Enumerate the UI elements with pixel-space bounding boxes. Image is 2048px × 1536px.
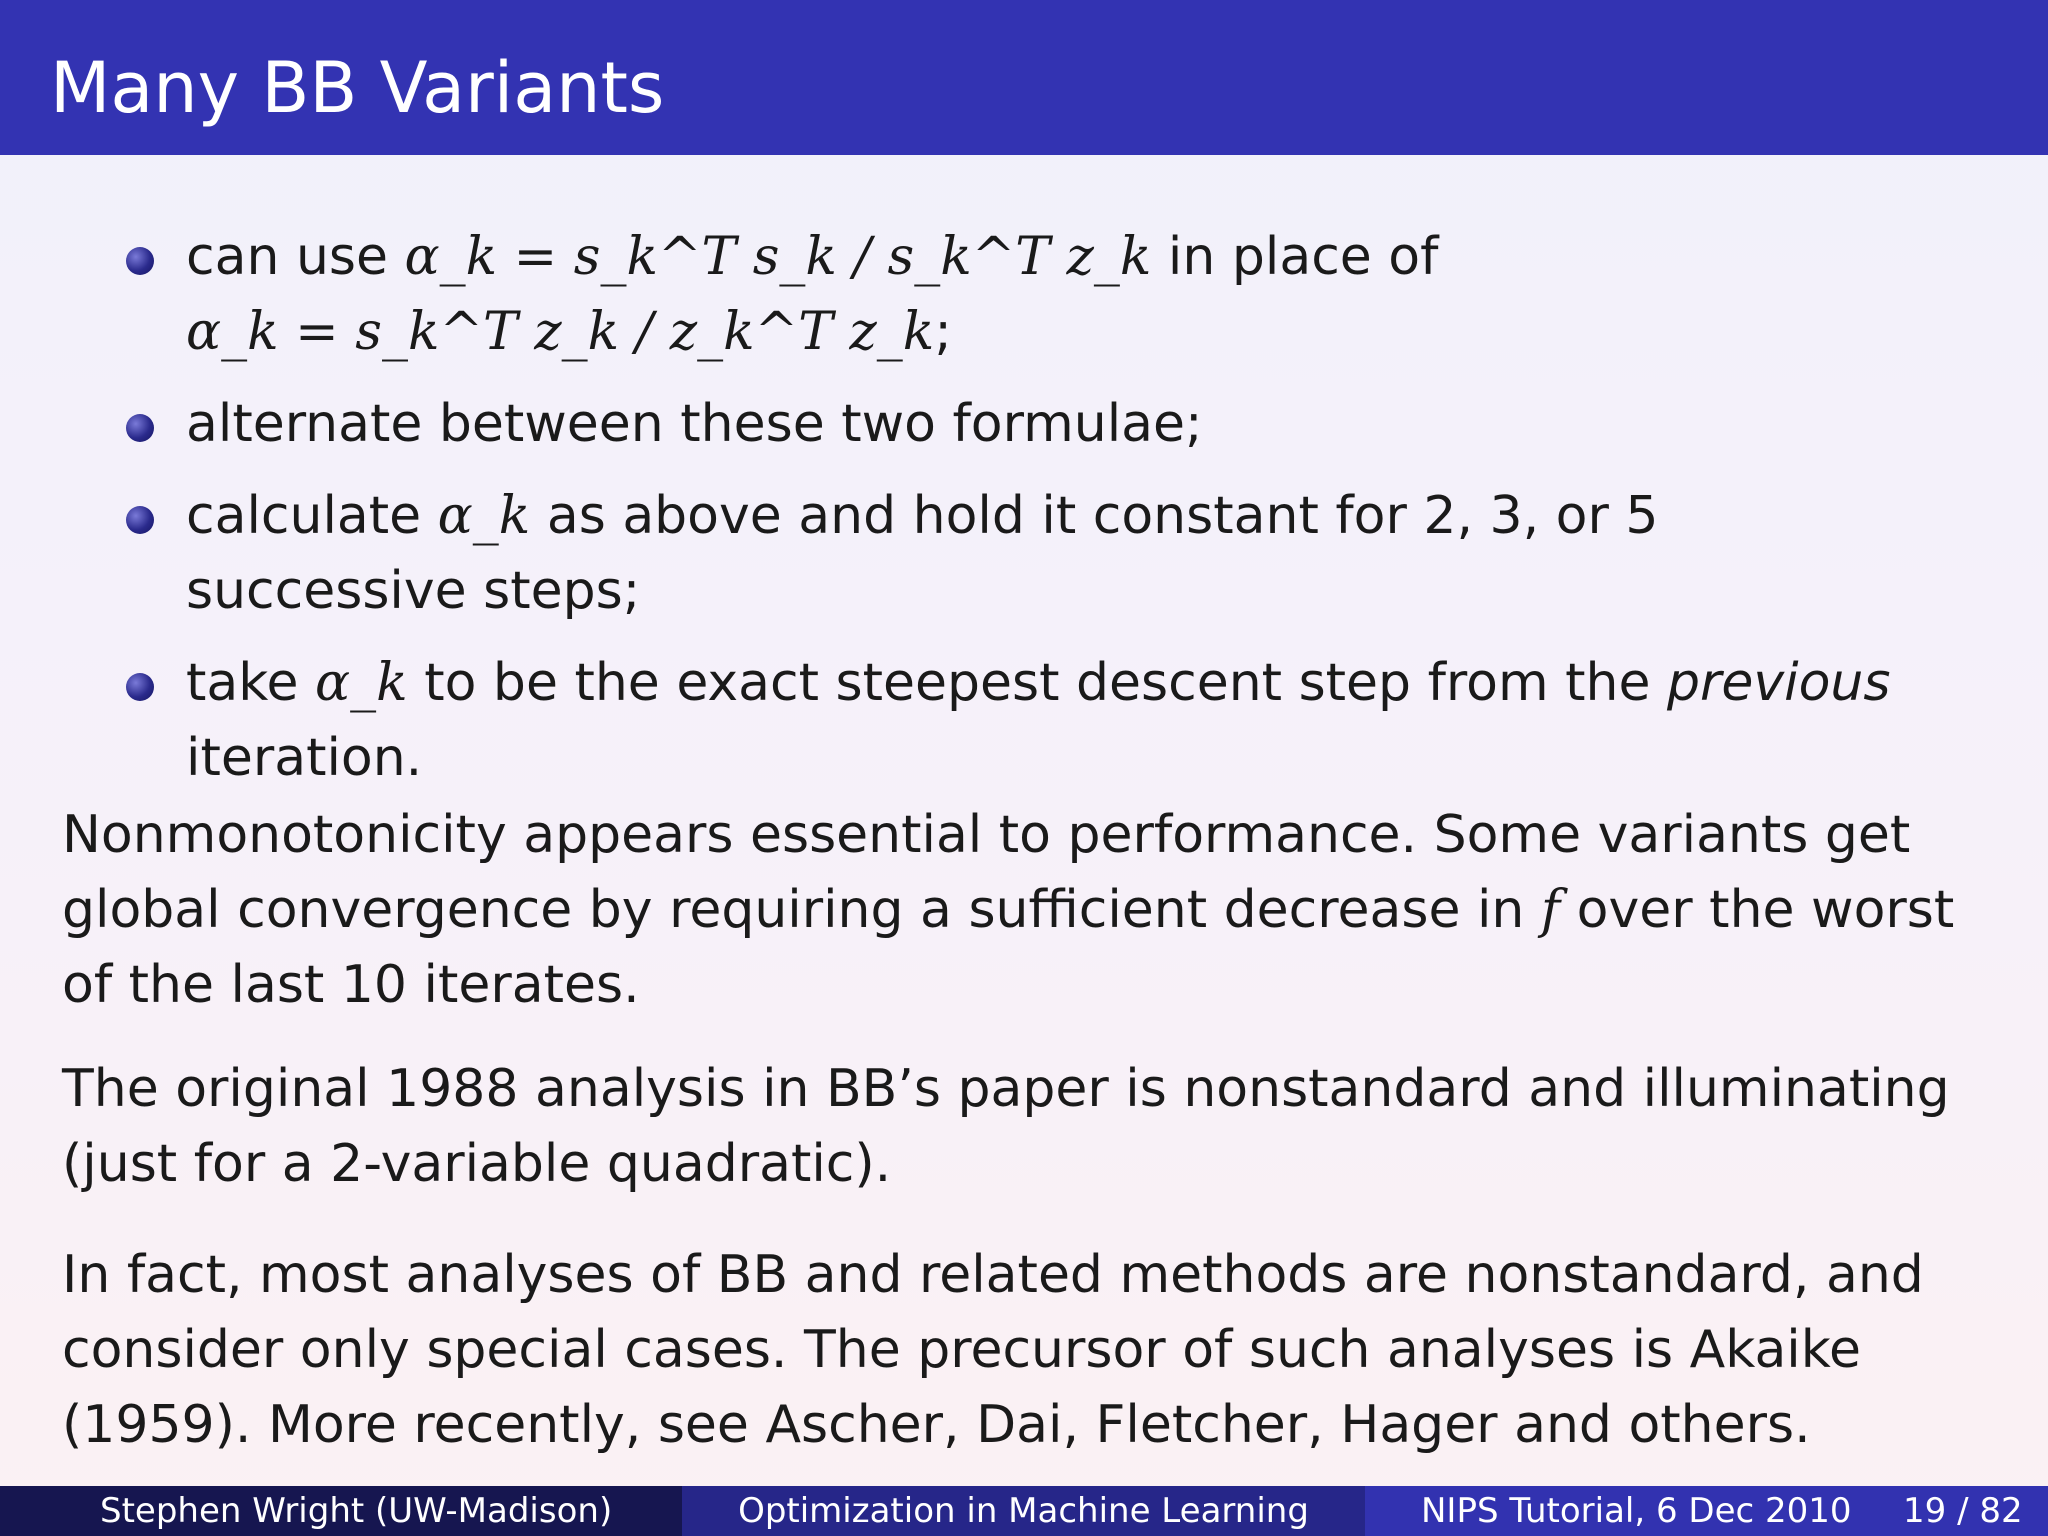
footer bbox=[0, 1486, 2048, 1536]
bullet-dot-icon bbox=[126, 673, 154, 701]
paragraph: The original 1988 analysis in BB’s paper is nonstandard and illuminating (just for a 2-variable quadratic). bbox=[62, 1059, 1950, 1194]
footer-talk-title: Optimization in Machine Learning bbox=[682, 1486, 1365, 1536]
slide-title: Many BB Variants bbox=[50, 47, 665, 129]
bullet-text: ; bbox=[934, 302, 952, 362]
bullet-item bbox=[126, 220, 1946, 370]
paragraph-text: over the worst of the last 10 iterates. bbox=[62, 880, 1955, 1015]
emphasis-text: previous bbox=[1667, 653, 1891, 713]
footer-author: Stephen Wright (UW-Madison) bbox=[0, 1486, 682, 1536]
variable-f: f bbox=[1540, 880, 1561, 940]
bullet-text: iteration. bbox=[186, 728, 423, 788]
bullet-text: to be the exact steepest descent step from the bbox=[407, 653, 1667, 713]
footer-event-section bbox=[1365, 1486, 2048, 1536]
bullet-dot-icon bbox=[126, 414, 154, 442]
bullet-text: as above and hold it constant for 2, 3, or 5 successive steps; bbox=[186, 486, 1659, 621]
bullet-text: alternate between these two formulae; bbox=[186, 394, 1203, 454]
bullet-list bbox=[126, 220, 1946, 813]
page-number[interactable]: 19 / 82 bbox=[1903, 1491, 2023, 1531]
formula-alpha-sz: α_k = s_k^T z_k / z_k^T z_k bbox=[186, 302, 935, 362]
paragraph: In fact, most analyses of BB and related methods are nonstandard, and consider only special cases. The precursor of such analyses is Akaike (1959). More recently, see Ascher, Dai, Fletcher, Hager and others. bbox=[62, 1245, 1924, 1455]
formula-alpha: α_k bbox=[437, 486, 531, 546]
bullet-text: can use bbox=[186, 227, 405, 287]
footer-event: NIPS Tutorial, 6 Dec 2010 bbox=[1421, 1491, 1852, 1531]
bullet-text: calculate bbox=[186, 486, 438, 546]
formula-alpha-ss: α_k = s_k^T s_k / s_k^T z_k bbox=[404, 227, 1152, 287]
bullet-item bbox=[126, 479, 1946, 629]
formula-alpha: α_k bbox=[315, 653, 408, 713]
paragraph-text: Nonmonotonicity appears essential to performance. Some variants get global convergence by requiring a sufficient decrease in bbox=[62, 805, 1911, 940]
bullet-item bbox=[126, 387, 1946, 462]
bullet-text: take bbox=[186, 653, 316, 713]
title-bar bbox=[0, 0, 2048, 155]
bullet-dot-icon bbox=[126, 506, 154, 534]
bullet-dot-icon bbox=[126, 247, 154, 275]
bullet-item bbox=[126, 646, 1946, 796]
bullet-text: in place of bbox=[1151, 227, 1439, 287]
paragraph bbox=[62, 798, 2012, 1023]
